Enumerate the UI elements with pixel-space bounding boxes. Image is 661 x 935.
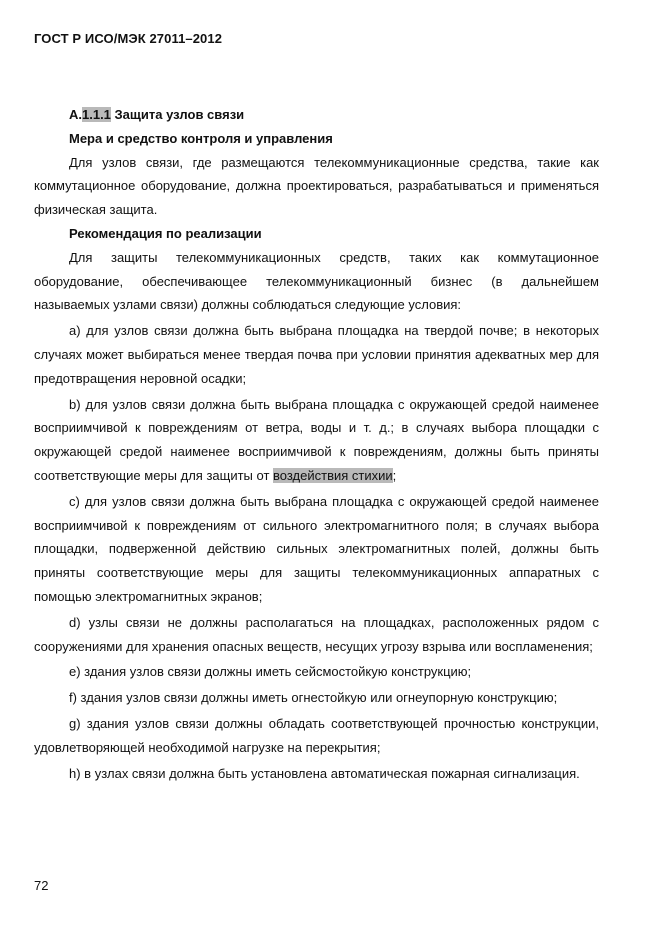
list-item-e: e) здания узлов связи должны иметь сейсмостойкую конструкцию; [69,664,472,680]
list-item-b-text: b) для узлов связи должна быть выбрана площадка с окружающей средой наименее восприимчивой к повреждениям от ветра, воды и т. д.; в случаях выбора площадки с окружающей средой наименее восприимчивой к повреждениям, должны быть приняты соответствующие меры для защиты от [34,396,599,483]
section-heading [34,103,599,127]
section-number-prefix: А. [69,107,82,122]
control-heading: Мера и средство контроля и управления [69,130,333,146]
list-item-d: d) узлы связи не должны располагаться на площадках, расположенных рядом с сооружениями для хранения опасных веществ, несущих угрозу взрыва или воспламенения; [34,614,599,654]
section-title: Защита узлов связи [110,107,245,122]
list-item-f: f) здания узлов связи должны иметь огнестойкую или огнеупорную конструкцию; [69,690,558,706]
list-item-c: с) для узлов связи должна быть выбрана площадка с окружающей средой наименее восприимчивой к повреждениям от сильного электромагнитного поля; в случаях выбора площадки, подверженной действию сильных электромагнитных полей, должны быть приняты соответствующие меры для защиты телекоммуникационных аппаратных с помощью электромагнитных экранов; [34,493,599,604]
document-header: ГОСТ Р ИСО/МЭК 27011–2012 [34,31,223,46]
page-content [34,103,599,785]
list-item-a: а) для узлов связи должна быть выбрана площадка на твердой почве; в некоторых случаях может выбираться менее твердая почва при условии принятия адекватных мер для предотвращения неровной осадки; [34,323,599,386]
list-item-h: h) в узлах связи должна быть установлена автоматическая пожарная сигнализация. [69,765,580,781]
list-item-g: g) здания узлов связи должны обладать соответствующей прочностью конструкции, удовлетворяющей необходимой нагрузке на перекрытия; [34,715,599,755]
list-item-b-end: ; [392,467,397,483]
page-number: 72 [34,878,49,893]
section-number-highlight: 1.1.1 [82,107,111,122]
implementation-intro: Для защиты телекоммуникационных средств, таких как коммутационное оборудование, обеспечивающее телекоммуникационный бизнес (в дальнейшем называемых узлами связи) должны соблюдаться следующие условия: [34,249,599,313]
control-paragraph: Для узлов связи, где размещаются телекоммуникационные средства, такие как коммутационное оборудование, должна проектироваться, разрабатываться и применяться физическая защита. [34,154,599,218]
highlighted-phrase: воздействия стихии [273,467,393,483]
list-item-b [34,393,599,488]
implementation-heading: Рекомендация по реализации [69,225,262,241]
